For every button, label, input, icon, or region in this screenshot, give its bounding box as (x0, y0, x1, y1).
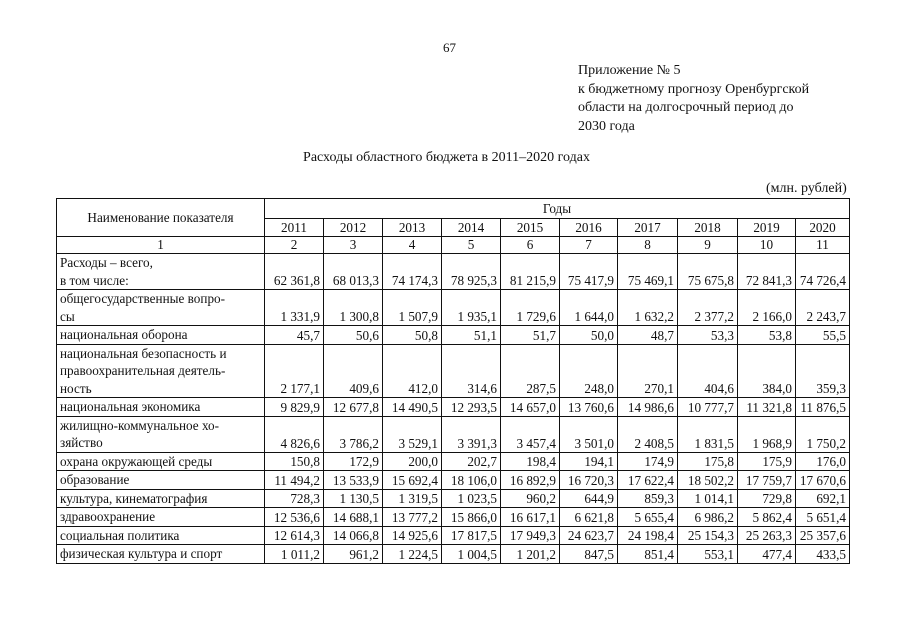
value-cell: 2 243,7 (796, 290, 850, 326)
value-cell: 11 321,8 (738, 398, 796, 417)
value-cell: 14 925,6 (383, 526, 442, 545)
row-label (57, 254, 265, 290)
years-header: Годы (265, 199, 850, 219)
value-cell: 175,8 (678, 452, 738, 471)
value-cell: 9 829,9 (265, 398, 324, 417)
value-cell: 5 862,4 (738, 508, 796, 527)
row-label (57, 508, 265, 527)
value-cell: 75 469,1 (618, 254, 678, 290)
value-cell: 12 614,3 (265, 526, 324, 545)
value-cell: 728,3 (265, 489, 324, 508)
value-cell: 14 986,6 (618, 398, 678, 417)
row-label-line: национальная безопасность и (60, 345, 227, 361)
value-cell: 15 692,4 (383, 471, 442, 490)
year-header: 2013 (383, 219, 442, 237)
value-cell: 1 004,5 (442, 545, 501, 564)
value-cell: 194,1 (560, 452, 618, 471)
column-number: 8 (618, 237, 678, 254)
value-cell: 1 831,5 (678, 416, 738, 452)
row-label-line: культура, кинематография (60, 490, 208, 506)
row-label (57, 471, 265, 490)
column-number: 9 (678, 237, 738, 254)
value-cell: 176,0 (796, 452, 850, 471)
value-cell: 960,2 (501, 489, 560, 508)
appendix-line: Приложение № 5 (578, 63, 681, 78)
year-header: 2011 (265, 219, 324, 237)
value-cell: 1 644,0 (560, 290, 618, 326)
year-header: 2012 (324, 219, 383, 237)
value-cell: 14 657,0 (501, 398, 560, 417)
value-cell: 14 688,1 (324, 508, 383, 527)
value-cell: 1 331,9 (265, 290, 324, 326)
value-cell: 1 014,1 (678, 489, 738, 508)
value-cell: 172,9 (324, 452, 383, 471)
value-cell: 433,5 (796, 545, 850, 564)
value-cell: 847,5 (560, 545, 618, 564)
row-label-line: правоохранительная деятель- (60, 363, 226, 378)
year-header: 2017 (618, 219, 678, 237)
expenditure-table (56, 198, 850, 564)
value-cell: 17 622,4 (618, 471, 678, 490)
row-label (57, 489, 265, 508)
value-cell: 50,6 (324, 326, 383, 345)
value-cell: 17 949,3 (501, 526, 560, 545)
value-cell: 1 011,2 (265, 545, 324, 564)
value-cell: 3 529,1 (383, 416, 442, 452)
value-cell: 3 391,3 (442, 416, 501, 452)
value-cell: 1 023,5 (442, 489, 501, 508)
value-cell: 2 377,2 (678, 290, 738, 326)
table-row (57, 489, 850, 508)
value-cell: 16 617,1 (501, 508, 560, 527)
appendix-note (578, 62, 809, 136)
value-cell: 202,7 (442, 452, 501, 471)
row-label-line: физическая культура и спорт (60, 546, 223, 561)
value-cell: 1 224,5 (383, 545, 442, 564)
row-label (57, 290, 265, 326)
value-cell: 25 154,3 (678, 526, 738, 545)
value-cell: 10 777,7 (678, 398, 738, 417)
value-cell: 692,1 (796, 489, 850, 508)
value-cell: 13 533,9 (324, 471, 383, 490)
value-cell: 851,4 (618, 545, 678, 564)
year-header: 2019 (738, 219, 796, 237)
value-cell: 961,2 (324, 545, 383, 564)
column-number: 4 (383, 237, 442, 254)
value-cell: 13 760,6 (560, 398, 618, 417)
value-cell: 359,3 (796, 344, 850, 398)
table-row (57, 326, 850, 345)
value-cell: 553,1 (678, 545, 738, 564)
value-cell: 51,1 (442, 326, 501, 345)
value-cell: 68 013,3 (324, 254, 383, 290)
value-cell: 1 201,2 (501, 545, 560, 564)
row-label-line: социальная политика (60, 527, 180, 543)
value-cell: 1 507,9 (383, 290, 442, 326)
year-header: 2018 (678, 219, 738, 237)
value-cell: 477,4 (738, 545, 796, 564)
value-cell: 6 621,8 (560, 508, 618, 527)
row-label (57, 398, 265, 417)
value-cell: 55,5 (796, 326, 850, 345)
document-title (0, 150, 905, 166)
value-cell: 314,6 (442, 344, 501, 398)
column-number: 7 (560, 237, 618, 254)
row-label-line: сы (60, 308, 75, 324)
table-row (57, 290, 850, 326)
row-label-line: жилищно-коммунальное хо- (60, 417, 220, 433)
value-cell: 74 726,4 (796, 254, 850, 290)
value-cell: 5 651,4 (796, 508, 850, 527)
value-cell: 198,4 (501, 452, 560, 471)
value-cell: 16 720,3 (560, 471, 618, 490)
value-cell: 1 130,5 (324, 489, 383, 508)
value-cell: 13 777,2 (383, 508, 442, 527)
value-cell: 24 623,7 (560, 526, 618, 545)
value-cell: 200,0 (383, 452, 442, 471)
table-row (57, 471, 850, 490)
value-cell: 384,0 (738, 344, 796, 398)
value-cell: 3 457,4 (501, 416, 560, 452)
table-row (57, 526, 850, 545)
value-cell: 3 786,2 (324, 416, 383, 452)
value-cell: 1 632,2 (618, 290, 678, 326)
row-label (57, 344, 265, 398)
value-cell: 12 536,6 (265, 508, 324, 527)
value-cell: 644,9 (560, 489, 618, 508)
value-cell: 11 494,2 (265, 471, 324, 490)
value-cell: 14 066,8 (324, 526, 383, 545)
value-cell: 1 300,8 (324, 290, 383, 326)
value-cell: 72 841,3 (738, 254, 796, 290)
table-row (57, 416, 850, 452)
column-number: 2 (265, 237, 324, 254)
value-cell: 78 925,3 (442, 254, 501, 290)
value-cell: 1 935,1 (442, 290, 501, 326)
table-row (57, 545, 850, 564)
value-cell: 53,8 (738, 326, 796, 345)
value-cell: 4 826,6 (265, 416, 324, 452)
row-label-line: образование (60, 472, 130, 487)
year-header: 2015 (501, 219, 560, 237)
document-title-text: Расходы областного бюджета в 2011–2020 годах (303, 150, 590, 165)
value-cell: 859,3 (618, 489, 678, 508)
row-label (57, 545, 265, 564)
appendix-line: 2030 года (578, 118, 635, 134)
row-label-line: национальная экономика (60, 399, 201, 414)
value-cell: 412,0 (383, 344, 442, 398)
row-label-line: в том числе: (60, 272, 129, 288)
value-cell: 25 263,3 (738, 526, 796, 545)
value-cell: 14 490,5 (383, 398, 442, 417)
appendix-line: к бюджетному прогнозу Оренбургской (578, 81, 810, 97)
row-label-line: зяйство (60, 435, 103, 450)
value-cell: 150,8 (265, 452, 324, 471)
value-cell: 5 655,4 (618, 508, 678, 527)
value-cell: 24 198,4 (618, 526, 678, 545)
value-cell: 11 876,5 (796, 398, 850, 417)
column-number-row (57, 237, 850, 254)
value-cell: 175,9 (738, 452, 796, 471)
value-cell: 174,9 (618, 452, 678, 471)
unit-note: (млн. рублей) (766, 181, 847, 196)
value-cell: 2 177,1 (265, 344, 324, 398)
row-label-line: охрана окружающей среды (60, 453, 213, 469)
value-cell: 18 502,2 (678, 471, 738, 490)
column-number: 1 (57, 237, 265, 254)
appendix-line: области на долгосрочный период до (578, 100, 794, 115)
year-header: 2016 (560, 219, 618, 237)
value-cell: 404,6 (678, 344, 738, 398)
table-row (57, 508, 850, 527)
value-cell: 3 501,0 (560, 416, 618, 452)
value-cell: 1 968,9 (738, 416, 796, 452)
value-cell: 53,3 (678, 326, 738, 345)
value-cell: 81 215,9 (501, 254, 560, 290)
row-label (57, 526, 265, 545)
table-row (57, 254, 850, 290)
row-label-line: ность (60, 380, 92, 396)
value-cell: 1 750,2 (796, 416, 850, 452)
value-cell: 17 817,5 (442, 526, 501, 545)
value-cell: 729,8 (738, 489, 796, 508)
value-cell: 74 174,3 (383, 254, 442, 290)
column-number: 3 (324, 237, 383, 254)
name-column-header: Наименование показателя (57, 199, 265, 237)
row-label-line: Расходы – всего, (60, 255, 153, 270)
value-cell: 17 759,7 (738, 471, 796, 490)
value-cell: 18 106,0 (442, 471, 501, 490)
page-number: 67 (443, 40, 456, 55)
value-cell: 16 892,9 (501, 471, 560, 490)
value-cell: 12 293,5 (442, 398, 501, 417)
column-number: 5 (442, 237, 501, 254)
value-cell: 75 417,9 (560, 254, 618, 290)
value-cell: 6 986,2 (678, 508, 738, 527)
value-cell: 45,7 (265, 326, 324, 345)
value-cell: 48,7 (618, 326, 678, 345)
row-label (57, 452, 265, 471)
value-cell: 12 677,8 (324, 398, 383, 417)
column-number: 11 (796, 237, 850, 254)
row-label (57, 416, 265, 452)
value-cell: 2 166,0 (738, 290, 796, 326)
row-label-line: национальная оборона (60, 327, 188, 342)
column-number: 10 (738, 237, 796, 254)
year-header: 2014 (442, 219, 501, 237)
value-cell: 51,7 (501, 326, 560, 345)
value-cell: 1 729,6 (501, 290, 560, 326)
value-cell: 50,0 (560, 326, 618, 345)
value-cell: 25 357,6 (796, 526, 850, 545)
row-label (57, 326, 265, 345)
column-number: 6 (501, 237, 560, 254)
row-label-line: общегосударственные вопро- (60, 291, 226, 306)
table-row (57, 398, 850, 417)
value-cell: 75 675,8 (678, 254, 738, 290)
value-cell: 287,5 (501, 344, 560, 398)
value-cell: 62 361,8 (265, 254, 324, 290)
value-cell: 248,0 (560, 344, 618, 398)
value-cell: 1 319,5 (383, 489, 442, 508)
table-row (57, 344, 850, 398)
value-cell: 270,1 (618, 344, 678, 398)
value-cell: 50,8 (383, 326, 442, 345)
table-row (57, 452, 850, 471)
year-header: 2020 (796, 219, 850, 237)
value-cell: 15 866,0 (442, 508, 501, 527)
table-body (57, 254, 850, 564)
value-cell: 2 408,5 (618, 416, 678, 452)
value-cell: 17 670,6 (796, 471, 850, 490)
row-label-line: здравоохранение (60, 509, 156, 524)
value-cell: 409,6 (324, 344, 383, 398)
